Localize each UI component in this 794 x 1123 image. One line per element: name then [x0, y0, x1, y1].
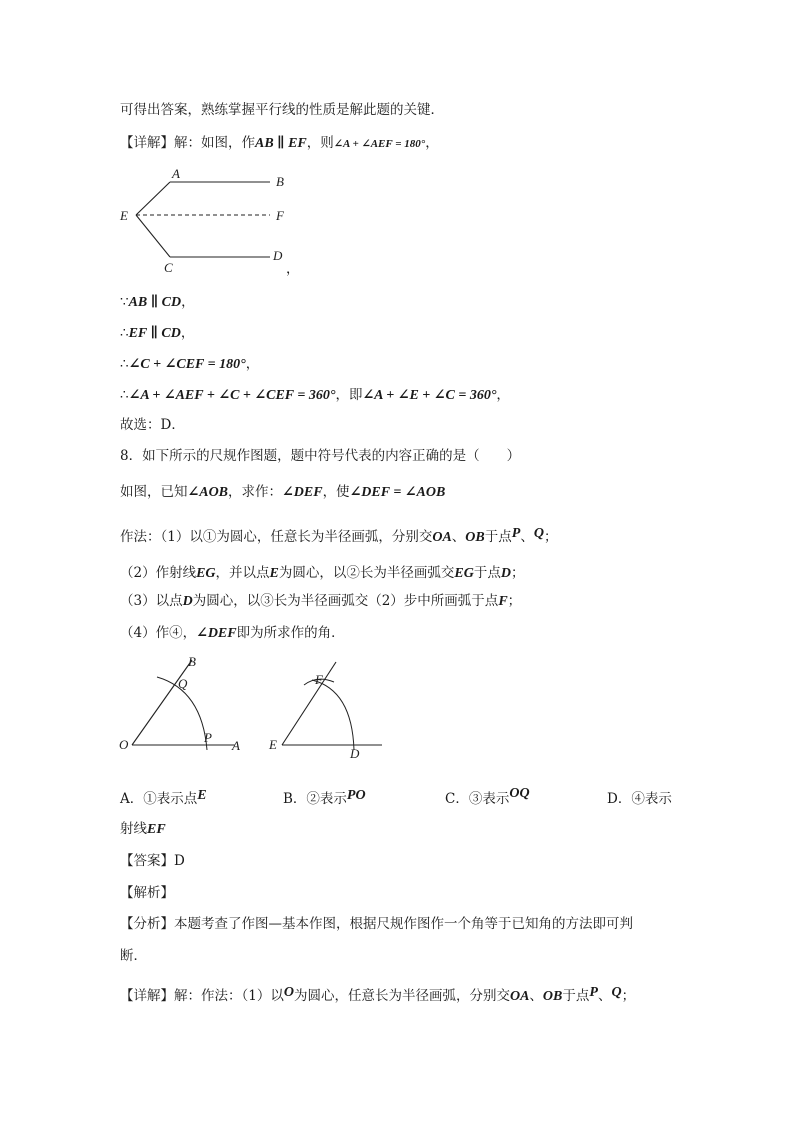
arc-centered-E: [312, 680, 354, 750]
text: 于点: [484, 529, 512, 545]
text: 射线: [120, 821, 147, 837]
text: 、: [597, 988, 612, 1004]
text: 、: [520, 529, 534, 545]
label-D: D: [273, 248, 283, 263]
text: 8．如下所示的尺规作图题，题中符号代表的内容正确的是（ ）: [120, 448, 521, 464]
math-expression: OQ: [509, 786, 530, 801]
math-expression: OB: [465, 530, 485, 545]
math-expression: ∠DEF: [282, 485, 323, 500]
math-expression: PO: [346, 788, 366, 803]
label-F: F: [315, 672, 323, 687]
text: ，: [245, 356, 260, 372]
math-expression: ∠A + ∠E + ∠C = 360°: [362, 388, 497, 403]
question-title: [120, 446, 520, 466]
text: ，: [181, 294, 195, 310]
text-line: [120, 527, 557, 548]
parallel-lines-figure: [112, 162, 312, 282]
label-A: A: [232, 738, 240, 753]
option-b[interactable]: [283, 789, 366, 810]
math-expression: OA: [432, 530, 452, 545]
text: ，求作：: [228, 484, 283, 500]
text: A．①表示点: [120, 791, 198, 807]
math-expression: D: [182, 594, 193, 609]
answer-line: [120, 851, 185, 871]
text: ，: [496, 387, 510, 403]
label-O: O: [119, 737, 129, 752]
text-line: [120, 385, 510, 406]
math-expression: Q: [533, 526, 544, 541]
math-expression: F: [498, 594, 508, 609]
option-c[interactable]: [445, 786, 530, 810]
option-d-continuation[interactable]: [120, 819, 166, 840]
text: ，: [180, 325, 195, 341]
math-expression: AB ∥ CD: [128, 295, 182, 310]
text: D．④表示: [607, 791, 672, 807]
math-expression: ∠A + ∠AEF = 180°: [333, 138, 426, 150]
label-E: E: [120, 208, 128, 223]
text-line: [120, 563, 524, 584]
text-line: [120, 133, 439, 154]
text: ；: [621, 988, 636, 1004]
math-expression: EF ∥ CD: [128, 326, 181, 341]
label-B: B: [276, 174, 284, 189]
text: ∴: [120, 325, 129, 341]
math-expression: ∠AOB: [187, 485, 229, 500]
segment-EC: [136, 215, 170, 257]
text: （4）作④，: [120, 625, 197, 641]
text: 即为所求作的角．: [236, 625, 345, 641]
math-expression: O: [283, 985, 294, 1000]
text: B．②表示: [283, 791, 347, 807]
math-expression: ∠A + ∠AEF + ∠C + ∠CEF = 360°: [128, 388, 336, 403]
math-expression: ∠DEF: [196, 626, 237, 641]
text: 【详解】解：作法：（1）以: [120, 988, 284, 1004]
text: 故选：D．: [120, 417, 185, 433]
text: 作法：（1）以①为圆心，任意长为半径画弧，分别交: [120, 529, 433, 545]
text: ，即: [335, 387, 363, 403]
text-line: [120, 292, 195, 313]
text-line: [120, 100, 444, 120]
text: ∵: [120, 294, 129, 310]
segment-EA: [136, 182, 170, 215]
text: （2）作射线: [120, 565, 197, 581]
text: 、: [529, 988, 543, 1004]
label-F: F: [276, 208, 284, 223]
text: ，: [286, 261, 300, 277]
text: 为圆心，以③长为半径画弧交（2）步中所画弧于点: [192, 593, 499, 609]
math-expression: E: [197, 788, 207, 803]
text-line: [120, 323, 194, 344]
text: 【解析】: [120, 885, 174, 901]
text-line: [120, 914, 633, 934]
option-d[interactable]: [607, 789, 672, 809]
math-expression: Q: [611, 985, 622, 1000]
math-expression: ∠C + ∠CEF = 180°: [128, 357, 246, 372]
text-line: [120, 591, 521, 612]
label-Q: Q: [178, 676, 188, 691]
label-C: C: [164, 260, 173, 275]
math-expression: AB ∥ EF: [255, 136, 307, 151]
text: ∴: [120, 356, 129, 372]
text: 于点: [562, 988, 590, 1004]
text: 【详解】解：如图，作: [120, 135, 255, 151]
math-expression: EG: [454, 566, 474, 581]
text-line: [120, 986, 635, 1007]
text: 于点: [473, 565, 501, 581]
text: 为圆心，任意长为半径画弧，分别交: [293, 988, 510, 1004]
math-expression: E: [269, 566, 279, 581]
analysis-heading: [120, 883, 174, 903]
ray-OB: [132, 660, 192, 745]
math-expression: D: [500, 566, 511, 581]
text: 为圆心，以②长为半径画弧交: [278, 565, 455, 581]
option-a[interactable]: [120, 789, 207, 810]
ray-EF: [282, 662, 336, 745]
text: C．③表示: [445, 791, 510, 807]
label-A: A: [172, 166, 180, 181]
math-expression: EG: [196, 566, 216, 581]
label-E: E: [269, 737, 277, 752]
text: ；: [510, 565, 525, 581]
text: ，则: [306, 135, 334, 151]
text: 【答案】D: [120, 853, 185, 869]
text-line: [286, 259, 300, 279]
label-D: D: [350, 746, 360, 760]
text: ；: [507, 593, 522, 609]
math-expression: P: [511, 526, 521, 541]
math-expression: ∠DEF = ∠AOB: [349, 485, 446, 500]
text: 断．: [120, 948, 147, 964]
text-line: [120, 623, 345, 644]
text: 如图，已知: [120, 484, 188, 500]
text-line: [120, 482, 445, 503]
compass-construction-figure: [112, 650, 402, 760]
text-line: [120, 946, 147, 966]
text: ；: [543, 529, 558, 545]
text: （3）以点: [120, 593, 183, 609]
text: 【分析】本题考查了作图—基本作图，根据尺规作图作一个角等于已知角的方法即可判: [120, 916, 633, 932]
math-expression: OA: [509, 989, 530, 1004]
label-P: P: [204, 730, 212, 745]
text: ∴: [120, 387, 129, 403]
math-expression: P: [589, 985, 598, 1000]
text-line: [120, 415, 185, 435]
text: 、: [451, 529, 466, 545]
text: ，并以点: [215, 565, 270, 581]
text: ，: [425, 135, 439, 151]
math-expression: EF: [147, 822, 166, 837]
math-expression: OB: [542, 989, 563, 1004]
text-line: [120, 354, 259, 375]
label-B: B: [188, 654, 196, 669]
text: 可得出答案，熟练掌握平行线的性质是解此题的关键．: [120, 102, 444, 118]
text: ，使: [322, 484, 350, 500]
